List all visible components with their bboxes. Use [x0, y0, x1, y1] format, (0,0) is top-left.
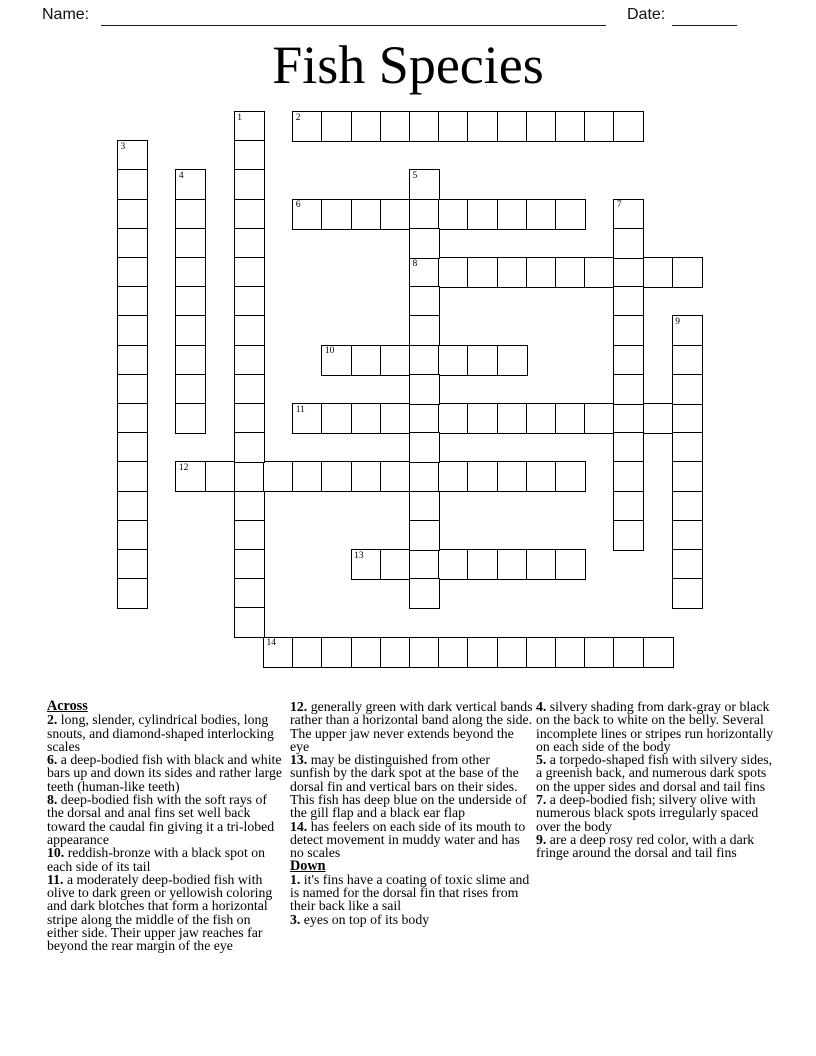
grid-cell[interactable] [409, 432, 440, 463]
cell-number: 10 [324, 346, 335, 357]
grid-cell[interactable] [351, 199, 382, 230]
grid-cell[interactable] [175, 257, 206, 288]
cell-number: 8 [412, 258, 418, 269]
grid-cell[interactable] [409, 520, 440, 551]
grid-cell[interactable] [117, 549, 148, 580]
clue-number: 3. [290, 911, 301, 927]
clue-number: 9. [536, 831, 547, 847]
grid-cell[interactable] [117, 491, 148, 522]
cell-number: 5 [412, 171, 418, 182]
grid-cell[interactable] [672, 403, 703, 434]
grid-cell[interactable] [497, 111, 528, 142]
grid-cell[interactable] [117, 228, 148, 259]
grid-cell[interactable] [380, 403, 411, 434]
grid-cell[interactable] [409, 374, 440, 405]
grid-cell[interactable] [409, 491, 440, 522]
grid-cell[interactable] [380, 111, 411, 142]
grid-cell[interactable] [175, 199, 206, 230]
grid-cell[interactable] [613, 637, 644, 668]
clue-number: 7. [536, 792, 547, 808]
grid-cell[interactable] [613, 432, 644, 463]
grid-cell[interactable] [234, 491, 265, 522]
grid-cell[interactable] [117, 432, 148, 463]
grid-cell[interactable] [555, 549, 586, 580]
grid-cell[interactable] [526, 403, 557, 434]
grid-cell[interactable] [613, 374, 644, 405]
grid-cell[interactable] [672, 578, 703, 609]
grid-cell[interactable] [555, 257, 586, 288]
grid-cell[interactable] [643, 257, 674, 288]
grid-cell[interactable] [438, 549, 469, 580]
grid-cell[interactable] [409, 549, 440, 580]
grid-cell[interactable] [234, 403, 265, 434]
grid-cell[interactable] [672, 491, 703, 522]
grid-cell[interactable] [175, 403, 206, 434]
grid-cell[interactable] [672, 432, 703, 463]
clue-number: 2. [47, 712, 58, 728]
grid-cell[interactable] [175, 345, 206, 376]
grid-cell[interactable] [409, 637, 440, 668]
grid-cell[interactable] [234, 549, 265, 580]
grid-cell[interactable] [321, 461, 352, 492]
cell-number: 14 [266, 638, 276, 649]
grid-cell[interactable] [497, 461, 528, 492]
grid-cell[interactable] [526, 549, 557, 580]
grid-cell[interactable] [497, 637, 528, 668]
grid-cell[interactable] [409, 345, 440, 376]
grid-cell[interactable] [526, 199, 557, 230]
grid-cell[interactable] [234, 257, 265, 288]
grid-cell[interactable] [409, 315, 440, 346]
grid-cell[interactable] [234, 432, 265, 463]
clue-number: 5. [536, 752, 547, 768]
grid-cell[interactable] [613, 491, 644, 522]
grid-cell[interactable] [467, 199, 498, 230]
grid-cell[interactable] [351, 461, 382, 492]
grid-cell[interactable] [438, 345, 469, 376]
grid-cell[interactable] [467, 637, 498, 668]
clue-number: 8. [47, 792, 58, 808]
date-blank-line[interactable] [672, 2, 737, 26]
grid-cell[interactable] [380, 637, 411, 668]
grid-cell[interactable] [467, 549, 498, 580]
grid-cell[interactable] [292, 637, 323, 668]
grid-cell[interactable] [205, 461, 236, 492]
grid-cell[interactable] [584, 637, 615, 668]
grid-cell[interactable] [117, 578, 148, 609]
grid-cell[interactable] [380, 199, 411, 230]
grid-cell[interactable] [613, 286, 644, 317]
grid-cell[interactable] [409, 228, 440, 259]
cell-number: 11 [295, 404, 305, 415]
cell-number: 1 [237, 112, 243, 123]
grid-cell[interactable] [672, 461, 703, 492]
grid-cell[interactable] [380, 549, 411, 580]
grid-cell[interactable] [613, 257, 644, 288]
grid-cell[interactable] [234, 607, 265, 638]
date-label: Date: [627, 6, 666, 23]
clue-column-1 [47, 700, 285, 953]
grid-cell[interactable] [234, 374, 265, 405]
grid-cell[interactable] [234, 286, 265, 317]
clue-item: 2. long, slender, cylindrical bodies, long snouts, and diamond-shaped interlocking scales [47, 712, 274, 754]
clue-item: 10. reddish-bronze with a black spot on each side of its tail [47, 845, 266, 874]
grid-cell[interactable] [438, 199, 469, 230]
clue-item: 13. may be distinguished from other sunfish by the dark spot at the base of the dorsal fin and vertical bars on their sides. This fish has deep blue on the underside of the gill flap and a black ear flap [290, 752, 527, 821]
grid-cell[interactable] [117, 286, 148, 317]
grid-cell[interactable] [409, 286, 440, 317]
grid-cell[interactable] [672, 549, 703, 580]
grid-cell[interactable] [321, 637, 352, 668]
grid-cell[interactable] [234, 578, 265, 609]
grid-cell[interactable] [672, 520, 703, 551]
grid-cell[interactable] [555, 461, 586, 492]
grid-cell[interactable] [613, 111, 644, 142]
grid-cell[interactable] [613, 315, 644, 346]
cell-number: 2 [295, 112, 301, 123]
grid-cell[interactable] [555, 637, 586, 668]
grid-cell[interactable] [613, 345, 644, 376]
grid-cell[interactable] [526, 637, 557, 668]
clue-item: 3. eyes on top of its body [290, 911, 430, 927]
grid-cell[interactable] [409, 578, 440, 609]
cell-number: 3 [120, 142, 126, 152]
grid-cell[interactable] [117, 374, 148, 405]
clue-number: 10. [47, 845, 65, 861]
cell-number: 4 [178, 171, 184, 182]
grid-cell[interactable] [234, 169, 265, 200]
clue-item: 12. generally green with dark vertical bands rather than a horizontal band along the side. The upper jaw never extends beyond the eye [290, 699, 533, 754]
clue-item: 14. has feelers on each side of its mouth to detect movement in muddy water and has no scales [290, 818, 526, 861]
grid-cell[interactable] [643, 403, 674, 434]
clue-item: 8. deep-bodied fish with the soft rays of the dorsal and anal fins set well back toward the caudal fin giving it a tri-lobed appearance [47, 792, 275, 847]
grid-cell[interactable] [234, 199, 265, 230]
grid-cell[interactable] [409, 111, 440, 142]
clue-list-heading: Down [290, 857, 326, 874]
clue-column-2 [290, 700, 533, 926]
grid-cell[interactable] [263, 461, 294, 492]
clue-number: 14. [290, 818, 308, 834]
grid-cell[interactable] [117, 169, 148, 200]
grid-cell[interactable] [175, 286, 206, 317]
grid-cell[interactable] [555, 199, 586, 230]
grid-cell[interactable] [380, 461, 411, 492]
cell-number: 12 [178, 463, 189, 474]
grid-cell[interactable] [467, 257, 498, 288]
grid-cell[interactable] [175, 228, 206, 259]
grid-cell[interactable] [351, 403, 382, 434]
grid-cell[interactable] [117, 315, 148, 346]
grid-cell[interactable] [497, 345, 528, 376]
cell-number: 6 [295, 200, 301, 211]
clue-column-3 [536, 700, 776, 860]
clue-number: 13. [290, 752, 308, 768]
grid-cell[interactable] [613, 520, 644, 551]
grid-cell[interactable] [672, 345, 703, 376]
grid-cell[interactable] [117, 403, 148, 434]
name-label: Name: [42, 6, 90, 23]
grid-cell[interactable] [409, 199, 440, 230]
clue-item: 1. it's fins have a coating of toxic slime and is named for the dorsal fin that rises from their back like a sail [290, 871, 530, 914]
clue-item: 5. a torpedo-shaped fish with silvery sides, a greenish back, and numerous dark spots on the upper sides and dorsal and tail fins [536, 752, 773, 794]
grid-cell[interactable] [380, 345, 411, 376]
grid-cell[interactable] [234, 228, 265, 259]
grid-cell[interactable] [526, 461, 557, 492]
clue-number: 12. [290, 699, 308, 714]
grid-cell[interactable] [438, 461, 469, 492]
grid-cell[interactable] [438, 637, 469, 668]
grid-cell[interactable] [321, 199, 352, 230]
grid-cell[interactable] [117, 257, 148, 288]
grid-cell[interactable] [321, 111, 352, 142]
name-blank-line[interactable] [101, 2, 606, 26]
grid-cell[interactable] [117, 461, 148, 492]
grid-cell[interactable] [526, 111, 557, 142]
grid-cell[interactable] [672, 374, 703, 405]
grid-cell[interactable] [234, 520, 265, 551]
grid-cell[interactable] [584, 111, 615, 142]
grid-cell[interactable] [497, 403, 528, 434]
grid-cell[interactable] [351, 637, 382, 668]
grid-cell[interactable] [555, 403, 586, 434]
grid-cell[interactable] [351, 111, 382, 142]
grid-cell[interactable] [497, 199, 528, 230]
clue-item: 7. a deep-bodied fish; silvery olive with numerous black spots irregularly spaced over the body [536, 792, 759, 834]
grid-cell[interactable] [234, 345, 265, 376]
grid-cell[interactable] [117, 520, 148, 551]
grid-cell[interactable] [497, 257, 528, 288]
crossword-grid [117, 111, 704, 669]
clue-number: 6. [47, 752, 58, 768]
grid-cell[interactable] [526, 257, 557, 288]
clue-item: 6. a deep-bodied fish with black and white bars up and down its sides and rather large teeth (human-like teeth) [47, 752, 282, 794]
grid-cell[interactable] [613, 461, 644, 492]
grid-cell[interactable] [467, 461, 498, 492]
grid-cell[interactable] [643, 637, 674, 668]
grid-cell[interactable] [672, 257, 703, 288]
grid-cell[interactable] [321, 403, 352, 434]
grid-cell[interactable] [438, 257, 469, 288]
cell-number: 13 [354, 550, 364, 561]
grid-cell[interactable] [497, 549, 528, 580]
grid-cell[interactable] [117, 199, 148, 230]
grid-cell[interactable] [613, 403, 644, 434]
grid-cell[interactable] [234, 140, 265, 171]
grid-cell[interactable] [409, 403, 440, 434]
cell-number: 9 [675, 317, 681, 328]
clue-item: 4. silvery shading from dark-gray or black on the back to white on the belly. Several incomplete lines or stripes run horizontally on each side of the body [536, 699, 774, 754]
grid-cell[interactable] [613, 228, 644, 259]
clue-item: 9. are a deep rosy red color, with a dark fringe around the dorsal and tail fins [536, 831, 755, 861]
grid-cell[interactable] [175, 315, 206, 346]
grid-cell[interactable] [467, 403, 498, 434]
grid-cell[interactable] [234, 315, 265, 346]
grid-cell[interactable] [584, 257, 615, 288]
cell-number: 7 [616, 200, 622, 211]
grid-cell[interactable] [409, 461, 440, 492]
clue-number: 11. [47, 871, 64, 887]
clue-number: 4. [536, 699, 547, 714]
page-title: Fish Species [272, 35, 544, 95]
grid-cell[interactable] [292, 461, 323, 492]
clue-list-heading: Across [47, 698, 88, 714]
grid-cell[interactable] [584, 403, 615, 434]
clue-item: 11. a moderately deep-bodied fish with olive to dark green or yellowish coloring and dark blotches that form a horizontal stripe along the middle of the fish on either side. Their upper jaw reaches far beyond the rear margin of the eye [47, 871, 273, 954]
grid-cell[interactable] [438, 111, 469, 142]
grid-cell[interactable] [117, 345, 148, 376]
grid-cell[interactable] [175, 374, 206, 405]
grid-cell[interactable] [438, 403, 469, 434]
grid-cell[interactable] [555, 111, 586, 142]
grid-cell[interactable] [351, 345, 382, 376]
clue-number: 1. [290, 871, 301, 887]
grid-cell[interactable] [467, 345, 498, 376]
grid-cell[interactable] [234, 461, 265, 492]
grid-cell[interactable] [467, 111, 498, 142]
